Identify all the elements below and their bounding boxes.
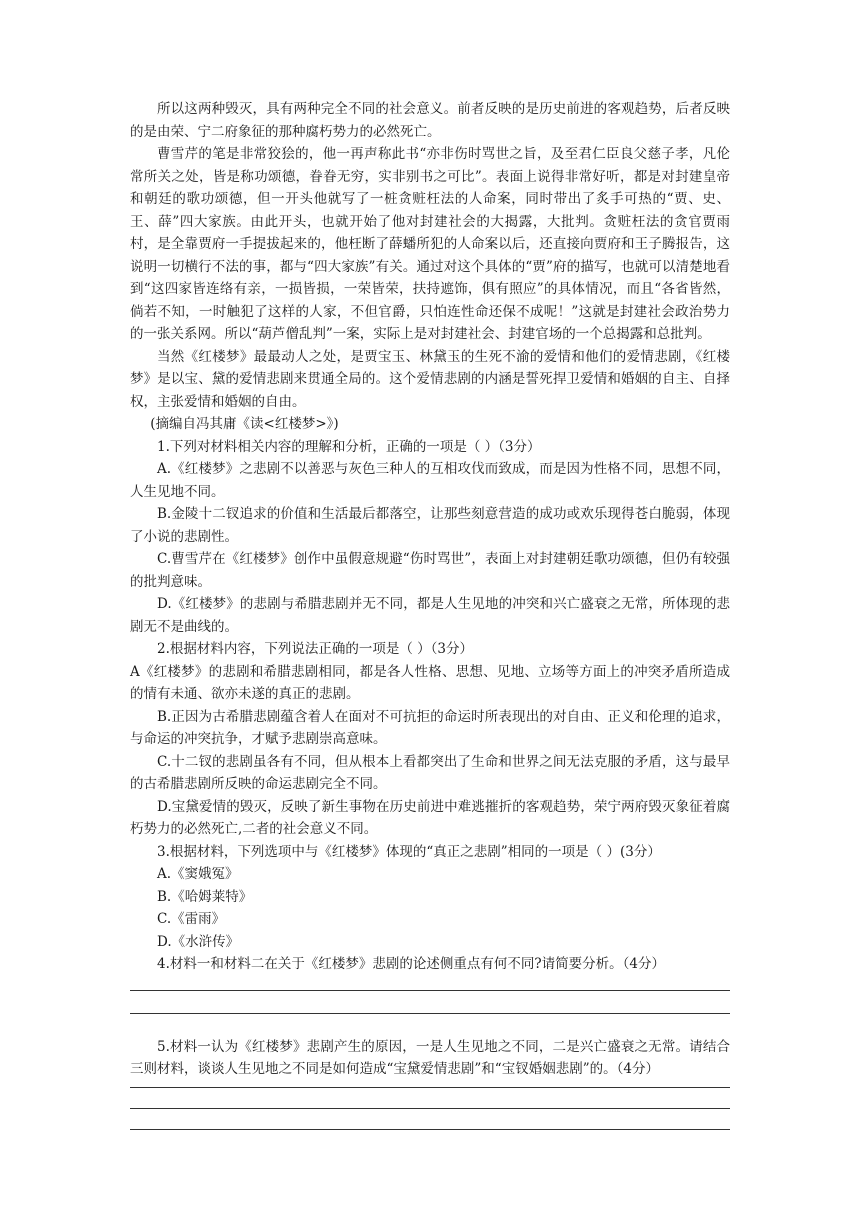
answer-line[interactable] — [130, 1087, 730, 1088]
answer-line[interactable] — [130, 1013, 730, 1014]
question-3-option-c: C.《雷雨》 — [157, 911, 226, 927]
question-3-option-a: A.《窦娥冤》 — [157, 866, 239, 882]
question-2-option-c: C.十二钗的悲剧虽各有不同，但从根本上看都突出了生命和世界之间无法克服的矛盾，这与最早的古希腊悲剧所反映的命运悲剧完全不同。 — [130, 753, 730, 792]
question-1-option-c: C.曹雪芹在《红楼梦》创作中虽假意规避“伤时骂世”，表面上对封建朝廷歌功颂德，但仍有较强的批判意味。 — [130, 551, 730, 590]
paragraph-1: 所以这两种毁灭，具有两种完全不同的社会意义。前者反映的是历史前进的客观趋势，后者反映的是由荣、宁二府象征的那种腐朽势力的必然死亡。 — [130, 101, 730, 140]
question-2-option-a: A《红楼梦》的悲剧和希腊悲剧相同，都是各人性格、思想、见地、立场等方面上的冲突矛盾所造成的情有未通、欲亦未遂的真正的悲剧。 — [130, 663, 730, 702]
question-2-option-d: D.宝黛爱情的毁灭，反映了新生事物在历史前进中难逃摧折的客观趋势，荣宁两府毁灭象征着腐朽势力的必然死亡,二者的社会意义不同。 — [130, 798, 730, 837]
paragraph-2: 曹雪芹的笔是非常狡狯的，他一再声称此书“亦非伤时骂世之旨，及至君仁臣良父慈子孝，凡伦常所关之处，皆是称功颂德，眷眷无穷，实非别书之可比”。表面上说得非常好听，都是对封建皇帝和朝廷的歌功颂德，但一开头他就写了一桩贪赃枉法的人命案，同时带出了炙手可热的“贾、史、王、薛”四大家族。由此开头，也就开始了他对封建社会的大揭露，大批判。贪赃枉法的贪官贾雨村，是全靠贾府一手提拔起来的，他枉断了薛蟠所犯的人命案以后，还直接向贾府和王子腾报告，这说明一切横行不法的事，都与“四大家族”有关。通过对这个具体的“贾”府的描写，也就可以清楚地看到“这四家皆连络有亲，一损皆损，一荣皆荣，扶持遮饰，俱有照应”的具体情况，而且“各省皆然，倘若不知，一时触犯了这样的人家，不但官爵，只怕连性命还保不成呢！”这就是封建社会政治势力的一张关系网。所以“葫芦僧乱判”一案，实际上是对封建社会、封建官场的一个总揭露和总批判。 — [130, 146, 730, 342]
answer-line[interactable] — [130, 1108, 730, 1109]
answer-line[interactable] — [130, 990, 730, 991]
question-2-option-b: B.正因为古希腊悲剧蕴含着人在面对不可抗拒的命运时所表现出的对自由、正义和伦理的追求，与命运的冲突抗争，才赋予悲剧崇高意味。 — [130, 708, 730, 747]
question-1-option-d: D.《红楼梦》的悲剧与希腊悲剧并无不同，都是人生见地的冲突和兴亡盛衰之无常，所体现的悲剧无不是曲线的。 — [130, 596, 730, 635]
question-4-stem: 4.材料一和材料二在关于《红楼梦》悲剧的论述侧重点有何不同?请简要分析。（4分） — [157, 956, 665, 972]
question-4-answer-area[interactable] — [130, 990, 730, 1014]
answer-line[interactable] — [130, 1129, 730, 1130]
question-1-option-a: A.《红楼梦》之悲剧不以善恶与灰色三种人的互相攻伐而致成，而是因为性格不同，思想不同，人生见地不同。 — [130, 461, 730, 500]
question-3-option-d: D.《水浒传》 — [157, 933, 240, 950]
question-5-stem: 5.材料一认为《红楼梦》悲剧产生的原因，一是人生见地之不同，二是兴亡盛衰之无常。请结合三则材料，谈谈人生见地之不同是如何造成“宝黛爱情悲剧”和“宝钗婚姻悲剧”的。（4分） — [130, 1038, 730, 1077]
question-3-option-b: B.《哈姆莱特》 — [157, 888, 253, 905]
question-3-stem: 3.根据材料，下列选项中与《红楼梦》体现的“真正之悲剧”相同的一项是（ ）(3分） — [157, 843, 661, 860]
exam-page — [130, 98, 730, 1150]
paragraph-3: 当然《红楼梦》最最动人之处，是贾宝玉、林黛玉的生死不渝的爱情和他们的爱情悲剧，《红楼梦》是以宝、黛的爱情悲剧来贯通全局的。这个爱情悲剧的内涵是誓死捍卫爱情和婚姻的自主、自择权，主张爱情和婚姻的自由。 — [130, 348, 730, 410]
question-2-stem: 2.根据材料内容，下列说法正确的一项是（ ）（3分） — [157, 641, 474, 657]
question-1-stem: 1.下列对材料相关内容的理解和分析，正确的一项是（ ）（3分） — [157, 438, 541, 455]
question-5-answer-area[interactable] — [130, 1087, 730, 1130]
question-1-option-b: B.金陵十二钗追求的价值和生活最后都落空，让那些刻意营造的成功或欢乐现得苍白脆弱，体现了小说的悲剧性。 — [130, 506, 730, 545]
source-citation: (摘编自冯其庸《读<红楼梦>》) — [150, 416, 339, 432]
